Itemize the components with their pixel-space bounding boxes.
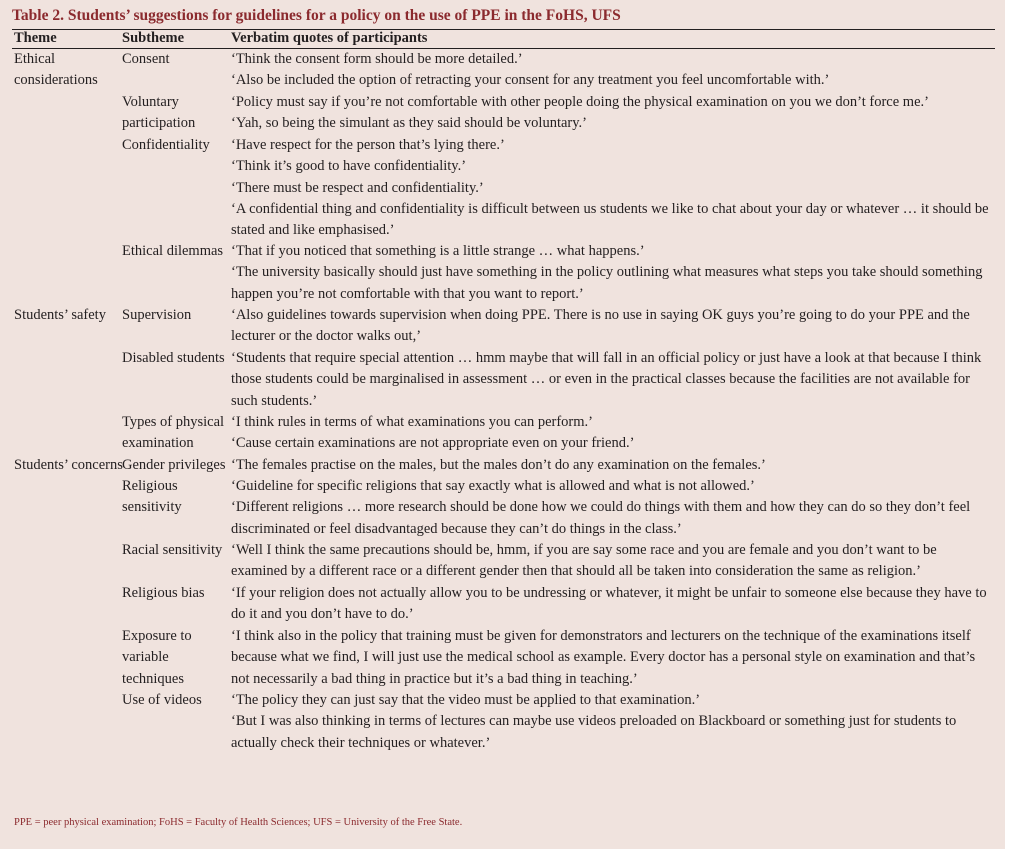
verbatim-quote: ‘The policy they can just say that the video must be applied to that examination.’ <box>231 692 701 708</box>
subtheme-cell: Confidentiality <box>122 137 210 153</box>
quotes-cell <box>231 455 995 476</box>
verbatim-quote: ‘Think the consent form should be more detailed.’ <box>231 51 523 67</box>
table-row <box>12 135 995 241</box>
table-caption: Table 2. Students’ suggestions for guidelines for a policy on the use of PPE in the FoHS, UFS <box>12 6 995 30</box>
verbatim-quote: ‘Think it’s good to have confidentiality.’ <box>231 158 467 175</box>
verbatim-quote: ‘That if you noticed that something is a little strange … what happens.’ <box>231 243 645 259</box>
quotes-cell <box>231 92 995 135</box>
subtheme-cell: Exposure to variable techniques <box>122 628 192 687</box>
subtheme-cell: Voluntary participation <box>122 94 196 132</box>
subtheme-cell: Ethical dilemmas <box>122 243 224 259</box>
table-header-row <box>12 29 995 49</box>
header-subtheme: Subtheme <box>122 30 185 46</box>
header-theme: Theme <box>14 30 57 46</box>
quotes-cell <box>231 241 995 305</box>
verbatim-quote: ‘A confidential thing and confidentiality is difficult between us students we like to chat about your day or whatever … it should be stated and like emphasised.’ <box>231 200 989 239</box>
verbatim-quote: ‘Also guidelines towards supervision when doing PPE. There is no use in saying OK guys you’re going to do your PPE and the lecturer or the doctor walks out,’ <box>231 307 970 345</box>
theme-cell: Students’ safety <box>14 307 106 323</box>
header-quotes: Verbatim quotes of participants <box>231 30 428 46</box>
verbatim-quote: ‘There must be respect and confidentiality.’ <box>231 179 484 196</box>
quotes-cell <box>231 412 995 455</box>
table-row <box>12 583 995 626</box>
table-footnote: PPE = peer physical examination; FoHS = Faculty of Health Sciences; UFS = University of the Free State. <box>14 817 463 828</box>
subtheme-cell: Racial sensitivity <box>122 542 223 558</box>
subtheme-cell: Types of physical examination <box>122 414 225 452</box>
table-row <box>12 690 995 754</box>
subtheme-cell: Religious sensitivity <box>122 478 182 516</box>
verbatim-quote: ‘I think also in the policy that training must be given for demonstrators and lecturers on the technique of the examinations itself because what we find, I will just use the medical school as example. Every doctor has a personal style on examination and that’s not necessarily a bad thing in practice but it’s a bad thing in teaching.’ <box>231 628 976 687</box>
verbatim-quote: ‘The university basically should just have something in the policy outlining what measures what steps you take should something happen you’re not comfortable with that you want to report.’ <box>231 264 983 302</box>
theme-cell: Students’ concerns <box>14 457 123 473</box>
table-row <box>12 626 995 690</box>
quotes-cell <box>231 690 995 754</box>
subtheme-cell: Use of videos <box>122 692 202 708</box>
verbatim-quote: ‘If your religion does not actually allow you to be undressing or whatever, it might be unfair to someone else because they have to do it and you don’t have to do.’ <box>231 585 987 623</box>
table-row <box>12 412 995 455</box>
table-row <box>12 92 995 135</box>
quotes-cell <box>231 626 995 690</box>
verbatim-quote: ‘The females practise on the males, but the males don’t do any examination on the females.’ <box>231 457 766 473</box>
verbatim-quote: ‘I think rules in terms of what examinations you can perform.’ <box>231 414 593 430</box>
quotes-cell <box>231 135 995 241</box>
verbatim-quote: ‘Different religions … more research should be done how we could do things with them and how they can do so they don’t feel discriminated or feel disadvantaged because they can’t do things in the class.’ <box>231 499 971 537</box>
quotes-cell <box>231 305 995 348</box>
verbatim-quote: ‘Well I think the same precautions should be, hmm, if you are say some race and you are female and you don’t want to be examined by a different race or a different gender then that should all be taken into consideration the same as religion.’ <box>231 542 937 580</box>
verbatim-quote: ‘Have respect for the person that’s lying there.’ <box>231 137 505 153</box>
subtheme-cell: Consent <box>122 51 170 67</box>
verbatim-quote: ‘Also be included the option of retracting your consent for any treatment you feel uncomfortable with.’ <box>231 72 830 89</box>
subtheme-cell: Supervision <box>122 307 192 323</box>
quotes-cell <box>231 476 995 540</box>
table-row <box>12 455 995 476</box>
verbatim-quote: ‘Cause certain examinations are not appropriate even on your friend.’ <box>231 435 635 452</box>
verbatim-quote: ‘Students that require special attention … hmm maybe that will fall in an official policy or just have a look at that because I think those students could be marginalised in assessment … or even in the practical classes because the facilities are not available for such students.’ <box>231 350 982 409</box>
subtheme-cell: Disabled students <box>122 350 225 366</box>
quotes-cell <box>231 540 995 583</box>
table-row <box>12 49 995 92</box>
quotes-cell <box>231 49 995 92</box>
table-row <box>12 305 995 348</box>
table-row <box>12 540 995 583</box>
table-row <box>12 241 995 305</box>
table-body <box>12 49 995 754</box>
subtheme-cell: Religious bias <box>122 585 205 601</box>
table-row <box>12 348 995 412</box>
verbatim-quote: ‘Policy must say if you’re not comfortable with other people doing the physical examination on you we don’t force me.’ <box>231 94 929 110</box>
table-row <box>12 476 995 540</box>
subtheme-cell: Gender privileges <box>122 457 226 473</box>
quotes-cell <box>231 348 995 412</box>
verbatim-quote: ‘But I was also thinking in terms of lectures can maybe use videos preloaded on Blackboard or something just for students to actually check their techniques or whatever.’ <box>231 713 957 751</box>
verbatim-quote: ‘Yah, so being the simulant as they said should be voluntary.’ <box>231 115 588 132</box>
quotes-cell <box>231 583 995 626</box>
theme-cell: Ethical considerations <box>14 51 98 89</box>
verbatim-quote: ‘Guideline for specific religions that say exactly what is allowed and what is not allowed.’ <box>231 478 755 494</box>
